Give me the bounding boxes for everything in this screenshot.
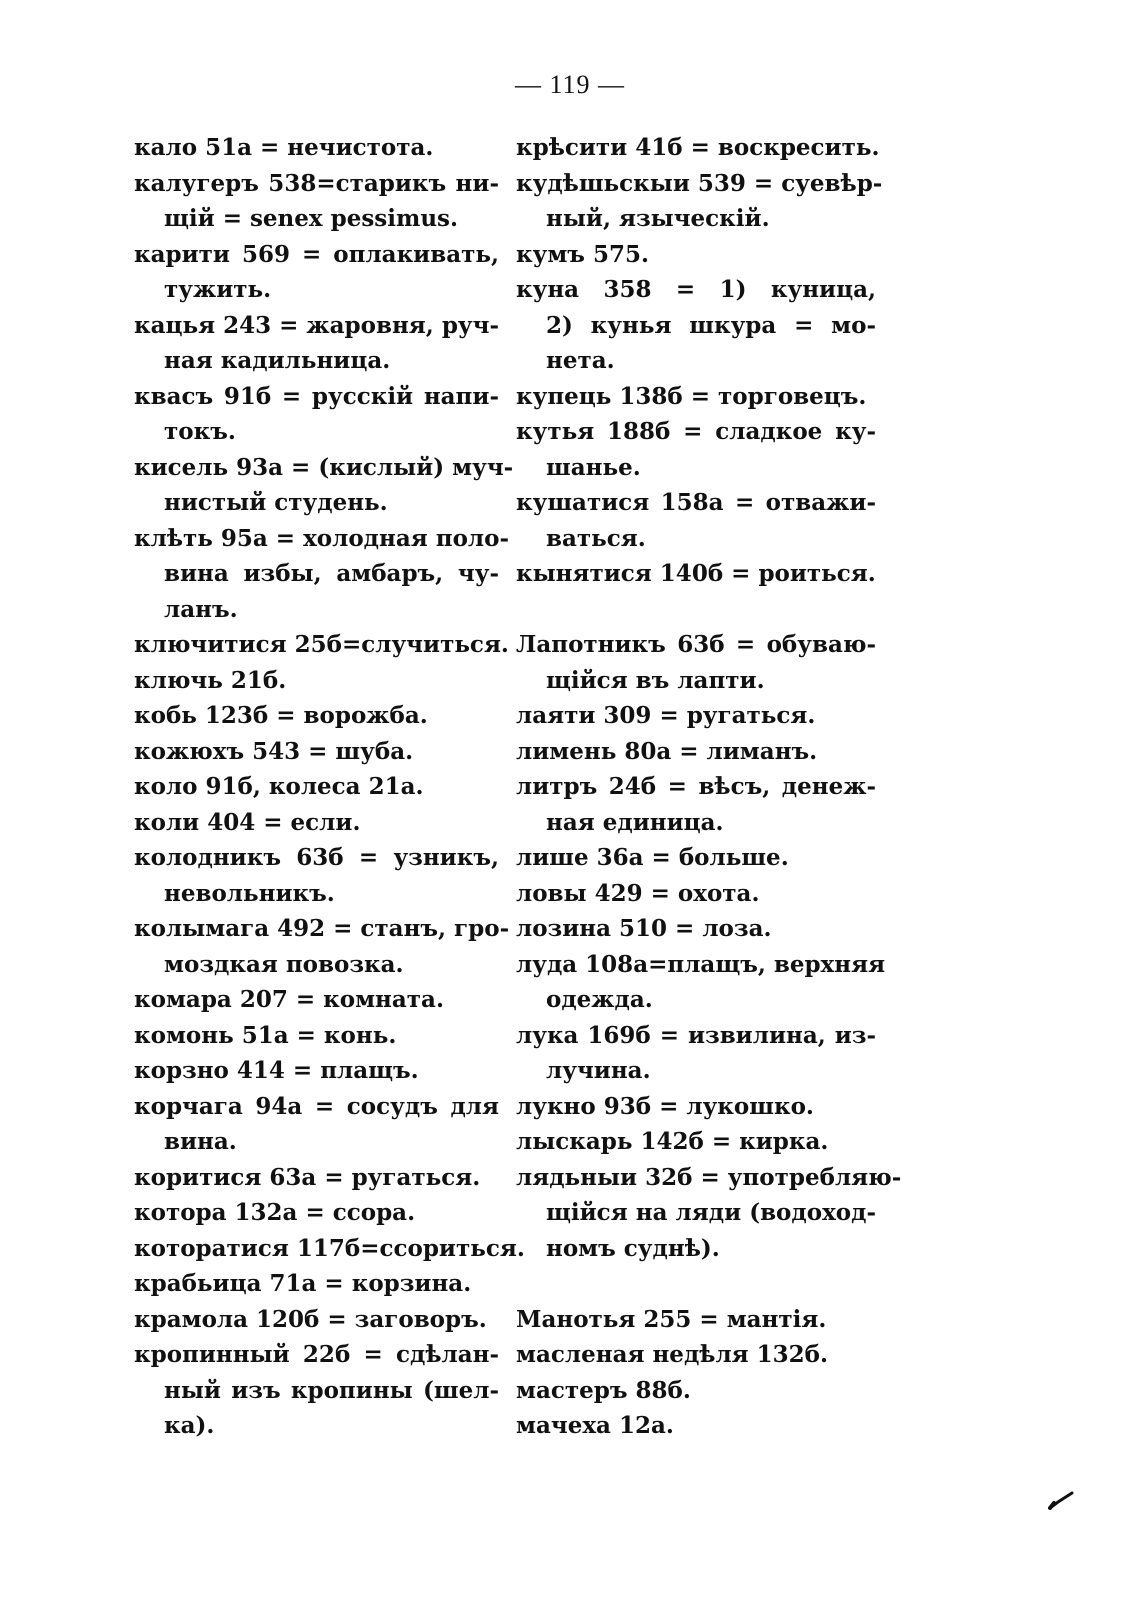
dictionary-entry xyxy=(134,627,509,663)
entry-line: коло 91б, колеса 21а. xyxy=(134,773,424,800)
entry-line: лимень 80а = лиманъ. xyxy=(516,737,818,765)
dictionary-entry xyxy=(516,734,876,770)
entry-line: лыскарь 142б = кирка. xyxy=(516,1128,829,1155)
entry-line: ланъ. xyxy=(164,595,238,623)
page-number: — 119 — xyxy=(514,70,626,99)
entry-line: вина избы, амбаръ, чу- xyxy=(164,560,499,587)
dictionary-entry xyxy=(134,698,499,734)
entry-line: литръ 24б = вѣсъ, денеж- xyxy=(516,773,876,800)
entry-line: кожюхъ 543 = шуба. xyxy=(134,737,414,765)
entry-line: квасъ 91б = русскій напи- xyxy=(134,382,499,410)
entry-line: лише 36а = больше. xyxy=(516,844,789,871)
dictionary-entry xyxy=(134,308,499,379)
entry-line: шанье. xyxy=(546,453,641,481)
dictionary-entry xyxy=(134,450,514,521)
right-column xyxy=(516,130,902,1444)
entry-line: крамола 120б = заговоръ. xyxy=(134,1305,487,1333)
dictionary-entry xyxy=(134,521,510,628)
section-gap xyxy=(516,1266,876,1302)
entry-line: кудѣшьскыи 539 = суевѣр- xyxy=(516,169,883,197)
dictionary-entry xyxy=(134,1266,499,1302)
entry-line: кисель 93а = (кислый) муч- xyxy=(134,453,514,481)
entry-line: тужить. xyxy=(164,276,272,303)
pencil-mark-icon xyxy=(1048,1490,1078,1510)
dictionary-entry xyxy=(134,769,499,805)
entry-line: лукно 93б = лукошко. xyxy=(516,1092,814,1120)
dictionary-entry xyxy=(134,379,499,450)
dictionary-entry xyxy=(134,1302,499,1338)
dictionary-entry xyxy=(134,1160,499,1196)
entry-line: крѣсити 41б = воскресить. xyxy=(516,134,880,161)
entry-line: калугеръ 538=старикъ ни- xyxy=(134,169,499,197)
dictionary-entry xyxy=(516,1160,902,1267)
entry-line: коли 404 = если. xyxy=(134,808,361,836)
left-column xyxy=(134,130,525,1444)
entry-line: ловы 429 = охота. xyxy=(516,879,760,907)
entry-line: колодникъ 63б = узникъ, xyxy=(134,844,499,871)
entry-line: крабьица 71а = корзина. xyxy=(134,1270,472,1297)
entry-line: лучина. xyxy=(546,1057,651,1084)
entry-line: котора 132а = ссора. xyxy=(134,1199,416,1226)
entry-line: колымага 492 = станъ, гро- xyxy=(134,915,510,942)
dictionary-entry xyxy=(516,1408,876,1444)
entry-line: лаяти 309 = ругаться. xyxy=(516,702,816,729)
entry-line: ная кадильница. xyxy=(164,347,391,374)
dictionary-entry xyxy=(516,237,876,273)
entry-line: коритися 63а = ругаться. xyxy=(134,1163,481,1191)
entry-line: карити 569 = оплакивать, xyxy=(134,240,499,268)
entry-line: комонь 51а = конь. xyxy=(134,1021,397,1049)
dictionary-entry xyxy=(516,627,876,698)
entry-line: Манотья 255 = мантія. xyxy=(516,1305,827,1333)
entry-line: номъ суднѣ). xyxy=(546,1234,720,1262)
entry-line: масленая недѣля 132б. xyxy=(516,1341,829,1368)
dictionary-entry xyxy=(516,1373,876,1409)
dictionary-entry xyxy=(516,414,876,485)
entry-line: нета. xyxy=(546,347,615,374)
dictionary-entry xyxy=(516,166,883,237)
entry-line: лозина 510 = лоза. xyxy=(516,915,772,942)
entry-line: кынятися 140б = роиться. xyxy=(516,560,876,587)
entry-line: клѣть 95а = холодная поло- xyxy=(134,524,510,552)
entry-line: ка). xyxy=(164,1412,215,1439)
dictionary-entry xyxy=(134,663,499,699)
entry-line: мачеха 12а. xyxy=(516,1412,674,1439)
dictionary-entry xyxy=(134,911,510,982)
dictionary-entry xyxy=(134,166,499,237)
dictionary-entry xyxy=(134,1337,499,1444)
entry-line: кушатися 158а = отважи- xyxy=(516,489,876,516)
entry-line: купець 138б = торговецъ. xyxy=(516,382,867,410)
entry-line: нистый студень. xyxy=(164,489,388,516)
entry-line: луда 108а=плащъ, верхняя xyxy=(516,950,886,978)
entry-line: ная единица. xyxy=(546,808,724,836)
dictionary-entry xyxy=(516,1337,876,1373)
entry-line: ный изъ кропины (шел- xyxy=(164,1376,499,1404)
entry-line: ключь 21б. xyxy=(134,666,287,694)
entry-line: лядьныи 32б = употребляю- xyxy=(516,1163,902,1191)
dictionary-entry xyxy=(134,237,499,308)
dictionary-entry xyxy=(134,1231,525,1267)
dictionary-entry xyxy=(134,982,499,1018)
dictionary-entry xyxy=(134,130,499,166)
dictionary-entry xyxy=(516,130,880,166)
entry-line: невольникъ. xyxy=(164,879,335,907)
dictionary-entry xyxy=(516,1018,876,1089)
dictionary-entry xyxy=(516,840,876,876)
entry-line: ключитися 25б=случиться. xyxy=(134,631,509,658)
dictionary-entry xyxy=(516,911,876,947)
entry-line: кумъ 575. xyxy=(516,240,649,268)
entry-line: куна 358 = 1) куница, xyxy=(516,276,876,303)
entry-line: корзно 414 = плащъ. xyxy=(134,1057,419,1084)
entry-line: токъ. xyxy=(164,418,236,445)
dictionary-entry xyxy=(516,1302,876,1338)
entry-line: кутья 188б = сладкое ку- xyxy=(516,418,876,445)
entry-line: щій = senex pessimus. xyxy=(164,205,458,232)
entry-line: щійся на ляди (водоход- xyxy=(546,1199,876,1226)
entry-line: 2) кунья шкура = мо- xyxy=(546,311,876,339)
dictionary-entry xyxy=(516,485,876,556)
entry-line: ваться. xyxy=(546,524,646,552)
entry-line: Лапотникъ 63б = обуваю- xyxy=(516,631,876,658)
entry-line: моздкая повозка. xyxy=(164,950,404,978)
entry-line: кацья 243 = жаровня, руч- xyxy=(134,311,499,339)
dictionary-entry xyxy=(516,698,876,734)
dictionary-entry xyxy=(134,805,499,841)
dictionary-entry xyxy=(134,1053,499,1089)
dictionary-entry xyxy=(516,272,876,379)
entry-line: одежда. xyxy=(546,986,653,1013)
dictionary-entry xyxy=(134,1089,499,1160)
entry-line: щійся въ лапти. xyxy=(546,666,765,694)
dictionary-entry xyxy=(516,1124,876,1160)
dictionary-entry xyxy=(134,1018,499,1054)
entry-line: комара 207 = комната. xyxy=(134,986,444,1013)
entry-line: кало 51а = нечистота. xyxy=(134,134,434,161)
dictionary-entry xyxy=(516,1089,876,1125)
dictionary-entry xyxy=(134,840,499,911)
dictionary-entry xyxy=(516,769,876,840)
dictionary-entry xyxy=(134,1195,499,1231)
dictionary-entry xyxy=(516,947,886,1018)
entry-line: которатися 117б=ссориться. xyxy=(134,1234,525,1262)
entry-line: кобь 123б = ворожба. xyxy=(134,702,428,729)
entry-line: мастеръ 88б. xyxy=(516,1376,691,1404)
section-gap xyxy=(516,592,876,628)
dictionary-entry xyxy=(516,876,876,912)
entry-line: корчага 94а = сосудъ для xyxy=(134,1092,499,1120)
entry-line: вина. xyxy=(164,1128,237,1155)
dictionary-entry xyxy=(516,379,876,415)
entry-line: кропинный 22б = сдѣлан- xyxy=(134,1341,499,1368)
entry-line: ный, языческій. xyxy=(546,205,770,232)
dictionary-entry xyxy=(516,556,876,592)
dictionary-entry xyxy=(134,734,499,770)
entry-line: лука 169б = извилина, из- xyxy=(516,1021,876,1049)
